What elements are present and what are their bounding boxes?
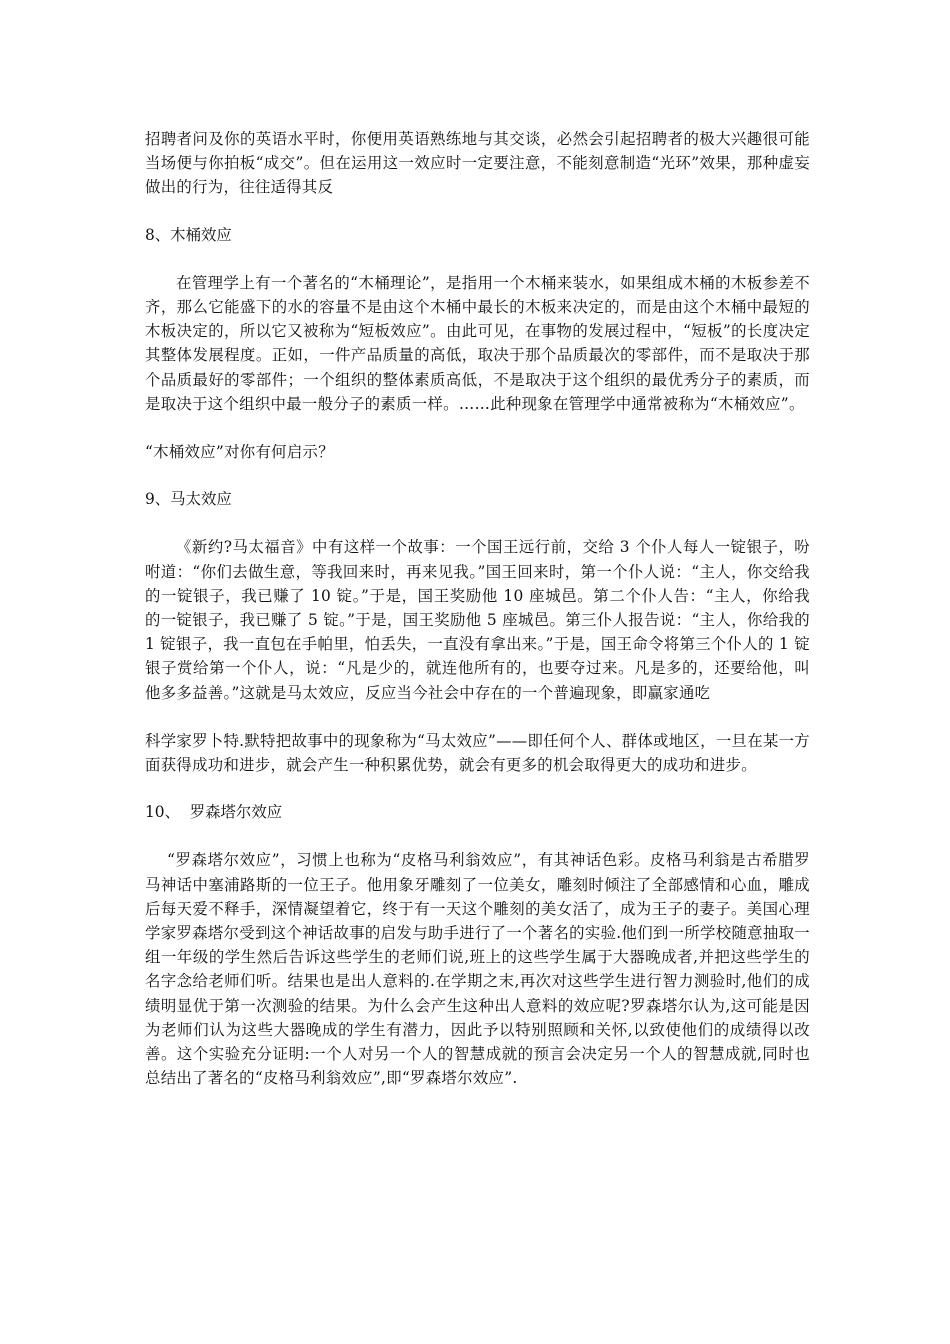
spacer [145,777,810,800]
spacer [145,511,810,535]
section-8-question: “木桶效应”对你有何启示？ [145,443,334,462]
spacer [145,247,810,271]
spacer [145,200,810,223]
spacer [145,464,810,487]
section-10-heading: 10、 罗森塔尔效应 [145,803,283,822]
section-8-heading: 8、木桶效应 [145,225,232,244]
section-9-paragraph-2: 科学家罗卜特.默特把故事中的现象称为“马太效应”——即任何个人、群体或地区，一旦在某一方面获得成功和进步，就会产生一种积累优势，就会有更多的机会取得更大的成功和进步。 [145,731,810,775]
section-10-paragraph: “罗森塔尔效应”，习惯上也称为“皮格马利翁效应”，有其神话色彩。皮格马利翁是古希腊罗马神话中塞浦路斯的一位王子。他用象牙雕刻了一位美女，雕刻时倾注了全部感情和心血，雕成后每天爱不释手，深情凝望着它，终于有一天这个雕刻的美女活了，成为王子的妻子。美国心理学家罗森塔尔受到这个神话故事的启发与助手进行了一个著名的实验.他们到一所学校随意抽取一组一年级的学生然后告诉这些学生的老师们说,班上的这些学生属于大器晚成者,并把这些学生的名字念给老师们听。结果也是出人意料的.在学期之末,再次对这些学生进行智力测验时,他们的成绩明显优于第一次测验的结果。为什么会产生这种出人意料的效应呢?罗森塔尔认为,这可能是因为老师们认为这些大器晚成的学生有潜力，因此予以特别照顾和关怀,以致使他们的成绩得以改善。这个实验充分证明:一个人对另一个人的智慧成就的预言会决定另一个人的智慧成就,同时也总结出了著名的“皮格马利翁效应”,即“罗森塔尔效应”. [145,851,810,1088]
section-9-heading: 9、马太效应 [145,490,232,509]
spacer [145,705,810,729]
spacer [145,416,810,440]
spacer [145,824,810,848]
section-9-paragraph-1: 《新约?马太福音》中有这样一个故事：一个国王远行前，交给 3 个仆人每人一锭银子，吩咐道：“你们去做生意，等我回来时，再来见我。”国王回来时，第一个仆人说：“主人，你交给我的一锭银子，我已赚了 10 锭。”于是，国王奖励他 10 座城邑。第二个仆人告：“主人，你给我的一锭银子，我已赚了 5 锭。”于是，国王奖励他 5 座城邑。第三仆人报告说：“主人，你给我的 1 锭银子，我一直包在手帕里，怕丢失，一直没有拿出来。”于是，国王命令将第三个仆人的 1 锭银子赏给第一个仆人，说：“凡是少的，就连他所有的，也要夺过来。凡是多的，还要给他，叫他多多益善。”这就是马太效应，反应当今社会中存在的一个普遍现象，即赢家通吃 [145,538,810,702]
intro-paragraph: 招聘者问及你的英语水平时，你便用英语熟练地与其交谈，必然会引起招聘者的极大兴趣很可能当场便与你拍板“成交”。但在运用这一效应时一定要注意，不能刻意制造“光环”效果，那种虚妄做出的行为，往往适得其反 [145,130,810,197]
section-8-paragraph: 在管理学上有一个著名的“木桶理论”，是指用一个木桶来装水，如果组成木桶的木板参差不齐，那么它能盛下的水的容量不是由这个木桶中最长的木板来决定的，而是由这个木桶中最短的木板决定的，所以它又被称为“短板效应”。由此可见，在事物的发展过程中，“短板”的长度决定其整体发展程度。正如，一件产品质量的高低，取决于那个品质最次的零部件，而不是取决于那个品质最好的零部件；一个组织的整体素质高低，不是取决于这个组织的最优秀分子的素质，而是取决于这个组织中最一般分子的素质一样。……此种现象在管理学中通常被称为“木桶效应”。 [145,273,810,413]
